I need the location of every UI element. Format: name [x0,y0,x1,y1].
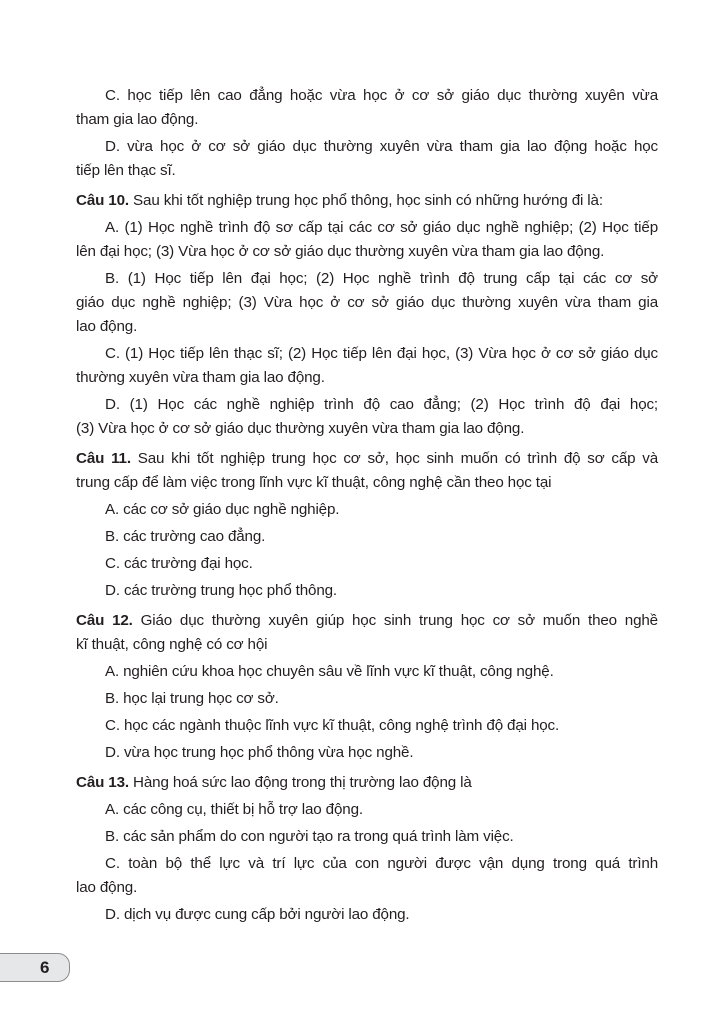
answer-option [76,741,658,765]
text-line [76,240,658,264]
text-line [76,798,658,822]
text-line [76,189,658,213]
line-text: A. các cơ sở giáo dục nghề nghiệp. [105,501,340,518]
answer-option [76,135,658,183]
line-text: B. các trường cao đẳng. [105,528,266,545]
answer-option [76,393,658,441]
page-number: 6 [40,958,50,977]
question-number: Câu 13. [76,774,129,791]
line-text: Giáo dục thường xuyên giúp học sinh trung học cơ sở muốn theo nghề [132,612,658,629]
text-line [76,714,658,738]
question-number: Câu 11. [76,450,131,467]
line-text: D. các trường trung học phổ thông. [105,582,338,599]
answer-option [76,825,658,849]
page-number-tab [0,953,70,982]
line-text: lên đại học; (3) Vừa học ở cơ sở giáo dục thường xuyên vừa tham gia lao động. [76,243,605,260]
text-line [76,267,658,291]
text-line [76,366,658,390]
text-line [76,579,658,603]
question-paragraph [76,447,658,495]
question-number: Câu 10. [76,192,129,209]
text-line [76,315,658,339]
answer-option [76,714,658,738]
answer-option [76,579,658,603]
text-line [76,84,658,108]
answer-option [76,798,658,822]
text-line [76,633,658,657]
text-line [76,609,658,633]
line-text: tiếp lên thạc sĩ. [76,162,176,179]
line-text: C. toàn bộ thể lực và trí lực của con người được vận dụng trong quá trình [105,855,658,872]
text-line [76,525,658,549]
line-text: D. (1) Học các nghề nghiệp trình độ cao đẳng; (2) Học trình độ đại học; [105,396,658,413]
question-paragraph [76,189,658,213]
answer-option [76,852,658,900]
answer-option [76,660,658,684]
line-text: Sau khi tốt nghiệp trung học cơ sở, học sinh muốn có trình độ sơ cấp và [130,450,658,467]
line-text: (3) Vừa học ở cơ sở giáo dục thường xuyên vừa tham gia lao động. [76,420,525,437]
text-line [76,216,658,240]
line-text: C. (1) Học tiếp lên thạc sĩ; (2) Học tiếp lên đại học, (3) Vừa học ở cơ sở giáo dục [105,345,658,362]
text-line [76,825,658,849]
line-text: A. (1) Học nghề trình độ sơ cấp tại các cơ sở giáo dục nghề nghiệp; (2) Học tiếp [105,219,658,236]
text-line [76,771,658,795]
text-line [76,687,658,711]
answer-option [76,342,658,390]
text-line [76,393,658,417]
text-line [76,417,658,441]
text-line [76,447,658,471]
line-text: C. các trường đại học. [105,555,253,572]
line-text: kĩ thuật, công nghệ có cơ hội [76,636,268,653]
line-text: C. học tiếp lên cao đẳng hoặc vừa học ở cơ sở giáo dục thường xuyên vừa [105,87,658,104]
line-text: lao động. [76,879,138,896]
text-line [76,498,658,522]
line-text: D. vừa học trung học phổ thông vừa học nghề. [105,744,414,761]
answer-option [76,903,658,927]
line-text: B. các sản phẩm do con người tạo ra trong quá trình làm việc. [105,828,514,845]
answer-option [76,687,658,711]
line-text: tham gia lao động. [76,111,199,128]
line-text: A. các công cụ, thiết bị hỗ trợ lao động. [105,801,363,818]
text-line [76,135,658,159]
line-text: B. học lại trung học cơ sở. [105,690,279,707]
line-text: A. nghiên cứu khoa học chuyên sâu về lĩnh vực kĩ thuật, công nghệ. [105,663,554,680]
answer-option [76,216,658,264]
line-text: lao động. [76,318,138,335]
line-text: trung cấp để làm việc trong lĩnh vực kĩ thuật, công nghệ cần theo học tại [76,474,552,491]
line-text: D. dịch vụ được cung cấp bởi người lao động. [105,906,410,923]
text-line [76,876,658,900]
text-line [76,903,658,927]
line-text: D. vừa học ở cơ sở giáo dục thường xuyên vừa tham gia lao động hoặc học [105,138,658,155]
question-paragraph [76,609,658,657]
line-text: Sau khi tốt nghiệp trung học phổ thông, học sinh có những hướng đi là: [128,192,603,209]
question-number: Câu 12. [76,612,133,629]
question-paragraph [76,771,658,795]
text-line [76,741,658,765]
line-text: Hàng hoá sức lao động trong thị trường lao động là [128,774,472,791]
answer-option [76,84,658,132]
text-line [76,342,658,366]
text-line [76,108,658,132]
text-line [76,852,658,876]
line-text: C. học các ngành thuộc lĩnh vực kĩ thuật, công nghệ trình độ đại học. [105,717,560,734]
answer-option [76,552,658,576]
line-text: B. (1) Học tiếp lên đại học; (2) Học nghề trình độ trung cấp tại các cơ sở [105,270,658,287]
line-text: thường xuyên vừa tham gia lao động. [76,369,325,386]
text-line [76,552,658,576]
line-text: giáo dục nghề nghiệp; (3) Vừa học ở cơ sở giáo dục thường xuyên vừa tham gia [76,294,658,311]
answer-option [76,525,658,549]
text-line [76,660,658,684]
answer-option [76,498,658,522]
text-line [76,291,658,315]
text-line [76,471,658,495]
page-body [76,84,658,927]
answer-option [76,267,658,339]
text-line [76,159,658,183]
